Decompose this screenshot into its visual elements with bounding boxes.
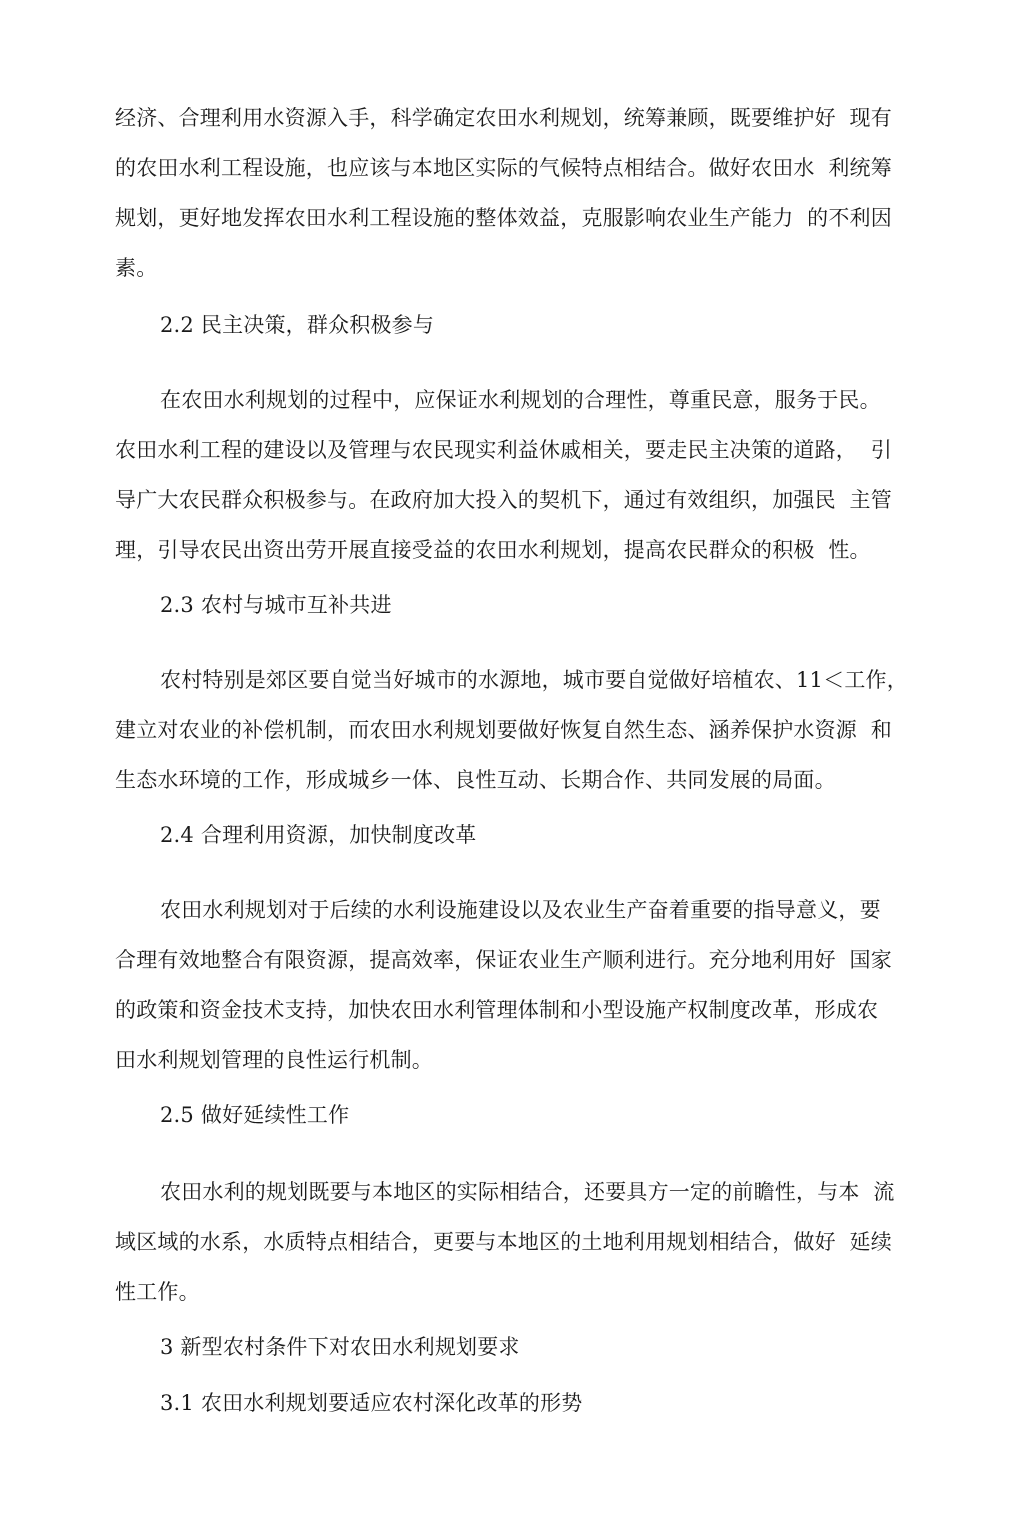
paragraph-4-line-1: 农田水利规划对于后续的水利设施建设以及农业生产奋着重要的指导意义，要 [160, 898, 881, 922]
paragraph-1-line-4: 素。 [115, 256, 158, 280]
paragraph-1-line-3: 规划，更好地发挥农田水利工程设施的整体效益，克服影响农业生产能力 的不利因 [115, 206, 892, 230]
section-heading-3-1: 3.1 农田水利规划要适应农村深化改革的形势 [160, 1391, 583, 1415]
paragraph-2-line-3: 导广大农民群众积极参与。在政府加大投入的契机下，通过有效组织，加强民 主管 [115, 488, 892, 512]
section-heading-3: 3 新型农村条件下对农田水利规划要求 [160, 1335, 520, 1359]
paragraph-3-line-1: 农村特别是郊区要自觉当好城市的水源地，城市要自觉做好培植农、11＜工作， [160, 668, 908, 692]
paragraph-4-line-2: 合理有效地整合有限资源，提高效率，保证农业生产顺利进行。充分地利用好 国家 [115, 948, 892, 972]
paragraph-5-line-1: 农田水利的规划既要与本地区的实际相结合，还要具方一定的前瞻性，与本 流 [160, 1180, 895, 1204]
section-heading-2-2: 2.2 民主决策，群众积极参与 [160, 313, 435, 337]
section-heading-2-3: 2.3 农村与城市互补共进 [160, 593, 392, 617]
section-heading-2-4: 2.4 合理利用资源，加快制度改革 [160, 823, 477, 847]
paragraph-3-line-3: 生态水环境的工作，形成城乡一体、良性互动、长期合作、共同发展的局面。 [115, 768, 836, 792]
paragraph-3-line-2: 建立对农业的补偿机制，而农田水利规划要做好恢复自然生态、涵养保护水资源 和 [115, 718, 892, 742]
paragraph-2-line-2: 农田水利工程的建设以及管理与农民现实利益休戚相关，要走民主决策的道路， 引 [115, 438, 892, 462]
paragraph-1-line-2: 的农田水利工程设施，也应该与本地区实际的气候特点相结合。做好农田水 利统筹 [115, 156, 892, 180]
paragraph-4-line-3: 的政策和资金技术支持，加快农田水利管理体制和小型设施产权制度改革，形成农 [115, 998, 879, 1022]
paragraph-4-line-4: 田水利规划管理的良性运行机制。 [115, 1048, 433, 1072]
section-heading-2-5: 2.5 做好延续性工作 [160, 1103, 350, 1127]
paragraph-2-line-4: 理，引导农民出资出劳开展直接受益的农田水利规划，提高农民群众的积极 性。 [115, 538, 871, 562]
paragraph-5-line-3: 性工作。 [115, 1280, 200, 1304]
paragraph-2-line-1: 在农田水利规划的过程中，应保证水利规划的合理性，尊重民意，服务于民。 [160, 388, 881, 412]
paragraph-1-line-1: 经济、合理利用水资源入手，科学确定农田水利规划，统筹兼顾，既要维护好 现有 [115, 106, 892, 130]
paragraph-5-line-2: 域区域的水系，水质特点相结合，更要与本地区的土地利用规划相结合，做好 延续 [115, 1230, 892, 1254]
